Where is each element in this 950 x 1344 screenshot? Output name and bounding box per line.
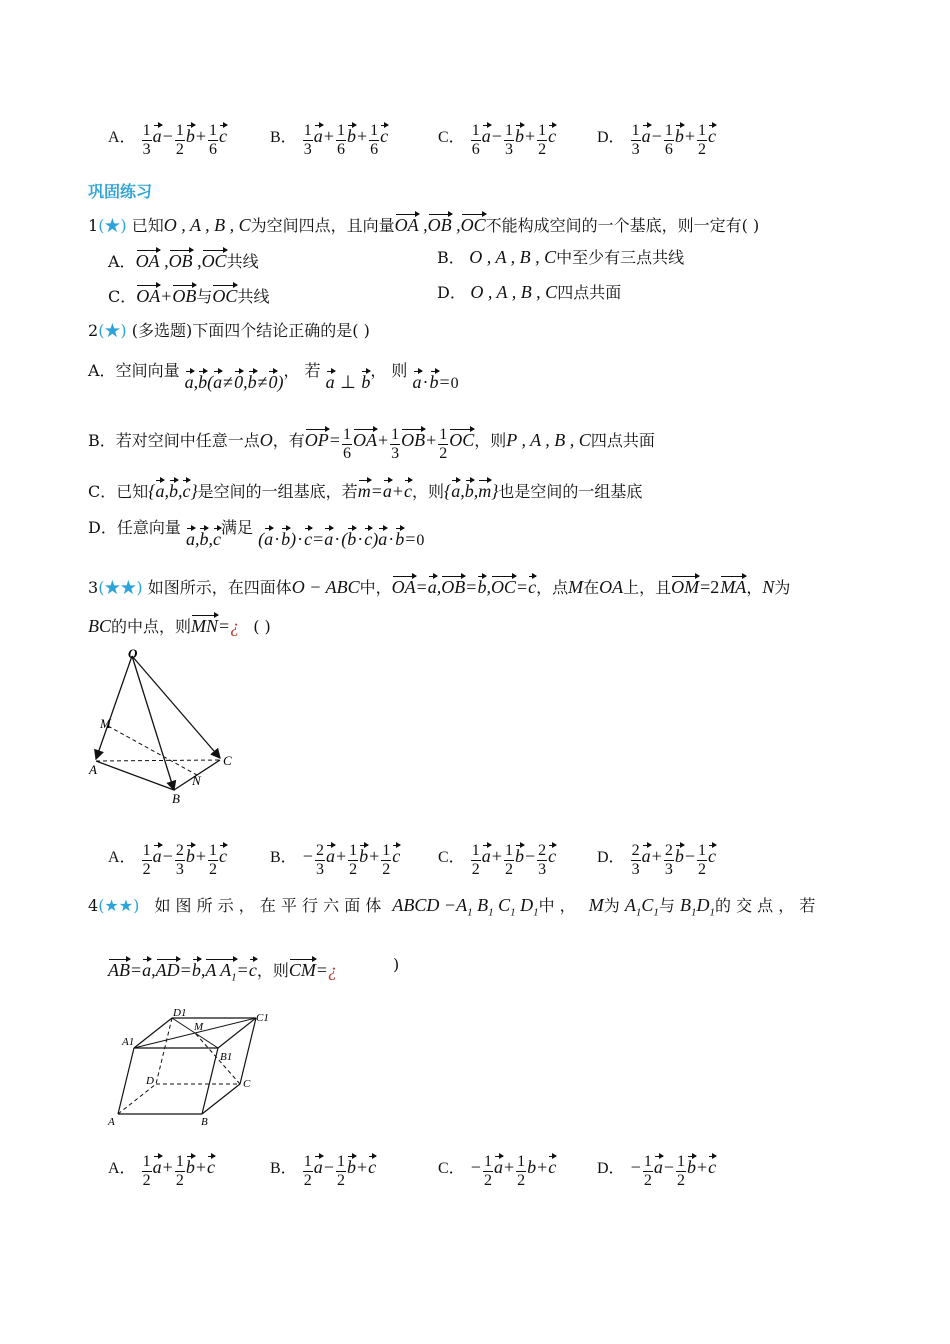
segment-mn	[108, 726, 197, 775]
q2-stars: (★)	[98, 321, 127, 340]
edge-oc	[132, 656, 220, 758]
q2-option-c: C．已知{a,b,c}是空间的一组基底，若m=a+c，则{a,b,m}也是空间的一组基底	[88, 477, 642, 502]
q1-option-c: C．OA+OB与OC共线	[108, 282, 269, 307]
label-d: D	[146, 1075, 154, 1087]
q4-stars: (★★)	[98, 896, 140, 915]
label-a: A	[108, 1116, 115, 1128]
q3-tetrahedron-figure	[86, 644, 246, 810]
prev-option-c: C． $\frac{1}{6}$ a− $\frac{1}{3}$ b+ $\frac{1}{2}$ c	[438, 122, 557, 158]
segment-cm	[195, 1033, 240, 1084]
q1-option-b: B． O , A , B , C中至少有三点共线	[437, 247, 685, 267]
edge-aa1	[118, 1048, 134, 1114]
edge-cc1	[240, 1018, 256, 1084]
q4-option-a: A． $\frac{1}{2}$ a+ $\frac{1}{2}$ b+c	[108, 1153, 215, 1189]
q3-option-c: C． $\frac{1}{2}$ a+ $\frac{1}{2}$ b− $\frac{2}{3}$ c	[438, 842, 557, 878]
q1-option-a: A．OA ,OB ,OC共线	[108, 247, 259, 272]
label-b: B	[201, 1116, 208, 1128]
q4-option-c: C． − $\frac{1}{2}$ a+ $\frac{1}{2}$ b+c	[438, 1153, 557, 1189]
edge-ac	[96, 760, 220, 761]
q1-option-d: D． O , A , B , C四点共面	[437, 282, 622, 302]
edge-oa	[96, 656, 132, 759]
q2-stem: 2(★) (多选题)下面四个结论正确的是( )	[88, 321, 370, 340]
q3-stars: (★★)	[98, 578, 143, 597]
q3-stem-line2: BC的中点，则MN=¿ ( )	[88, 612, 271, 637]
q2-option-d: D．任意向量 a,b,c满足 (a·b)·c=a·(b·c)a·b=0	[88, 518, 425, 549]
prev-option-b: B． $\frac{1}{3}$ a+ $\frac{1}{6}$ b+ $\frac{1}{6}$ c	[270, 122, 389, 158]
section-title: 巩固练习	[88, 182, 153, 201]
label-c: C	[243, 1078, 251, 1090]
q4-option-b: B． $\frac{1}{2}$ a− $\frac{1}{2}$ b+c	[270, 1153, 377, 1189]
q1-stars: (★)	[98, 216, 127, 235]
q3-stem-line1: 3(★★) 如图所示，在四面体O − ABC中，OA=a,OB=b,OC=c，点M在OA上，且OM=2MA，N为	[88, 573, 790, 598]
q3-option-b: B． − $\frac{2}{3}$ a+ $\frac{1}{2}$ b+ $\frac{1}{2}$ c	[270, 842, 401, 878]
label-a: A	[89, 762, 97, 777]
label-b: B	[172, 791, 180, 806]
label-a1: A1	[122, 1036, 135, 1048]
q1-stem: 1(★) 已知O , A , B , C为空间四点，且向量OA ,OB ,OC不能构成空间的一个基底，则一定有( )	[88, 211, 759, 236]
prev-option-d: D． $\frac{1}{3}$ a− $\frac{1}{6}$ b+ $\frac{1}{2}$ c	[597, 122, 716, 158]
label-c: C	[223, 753, 232, 768]
edge-bb1	[202, 1048, 218, 1114]
q4-stem-line2: AB=a,AD=b,A $A_1=c$，则CM=¿ )	[108, 956, 399, 988]
edge-ob	[132, 656, 174, 790]
label-m: M	[194, 1021, 204, 1033]
label-b1: B1	[220, 1051, 233, 1063]
q2-option-b: B．若对空间中任意一点O，有OP= $\frac{1}{6}$ OA+ $\frac{1}{3}$ OB+ $\frac{1}{2}$ OC，则P , A , B , C四点共面	[88, 426, 655, 462]
label-m: M	[100, 716, 111, 731]
label-o: O	[128, 646, 138, 661]
q4-option-d: D． − $\frac{1}{2}$ a− $\frac{1}{2}$ b+c	[597, 1153, 717, 1189]
q3-option-a: A． $\frac{1}{2}$ a− $\frac{2}{3}$ b+ $\frac{1}{2}$ c	[108, 842, 227, 878]
label-n: N	[192, 773, 201, 788]
q2-option-a: A．空间向量 a,b(a≠0,b≠0)， 若 a ⊥ b， 则 a·b=0	[88, 361, 459, 392]
label-d1: D1	[173, 1007, 187, 1019]
label-c1: C1	[256, 1012, 269, 1024]
q3-option-d: D． $\frac{2}{3}$ a+ $\frac{2}{3}$ b− $\frac{1}{2}$ c	[597, 842, 716, 878]
edge-ab	[96, 761, 174, 790]
edge-dd1	[156, 1018, 172, 1084]
prev-option-a: A． $\frac{1}{3}$ a− $\frac{1}{2}$ b+ $\frac{1}{6}$ c	[108, 122, 227, 158]
q4-stem-line1: 4(★★) 如 图 所 示 ， 在 平 行 六 面 体 ABCD $-A_1$ $B_1$ $C_1$ $D_1$中 ， M为 $A_1C_1$与 $B_1D_1$的 交 点 ， 若	[88, 895, 816, 919]
q4-parallelepiped-figure	[104, 1004, 274, 1128]
